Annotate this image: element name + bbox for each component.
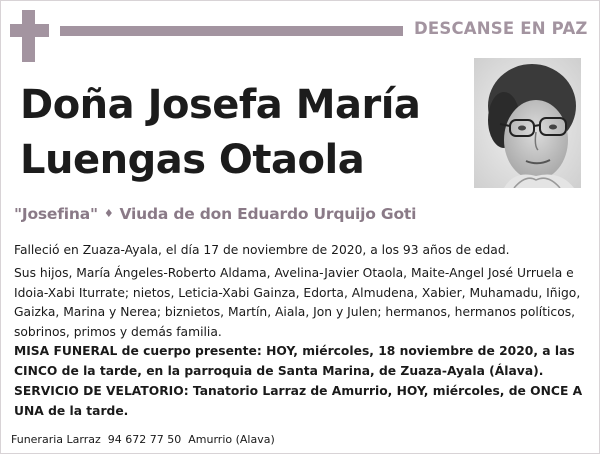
relation: Viuda de don Eduardo Urquijo Goti [119,205,417,223]
separator-icon: ♦ [103,207,114,220]
portrait-photo [474,58,581,188]
deceased-name [20,78,460,188]
funeral-mass-info: MISA FUNERAL de cuerpo presente: HOY, miércoles, 18 noviembre de 2020, a las CINCO de la tarde, en la parroquia de Santa Marina, de Zuaza-Ayala (Álava). [14,344,575,378]
name-line-1: Doña Josefa María [20,82,421,128]
funeral-home-phone: 94 672 77 50 [107,433,182,446]
family-list: Sus hijos, María Ángeles-Roberto Aldama, Avelina-Javier Otaola, Maite-Angel José Urruela e Idoia-Xabi Iturrate; nietos, Leticia-Xabi Gainza, Edorta, Almudena, Xabier, Muhamadu, Iñigo, Gaizka, Marina y Nerea; biznietos, Martín, Aiala, Jon y Julen; hermanos, hermanos políticos, sobrinos, primos y demás familia. [14,266,581,339]
subtitle [14,205,416,223]
wake-service-info: SERVICIO DE VELATORIO: Tanatorio Larraz de Amurrio, HOY, miércoles, de ONCE A UNA de la tarde. [14,384,583,418]
death-notice: Falleció en Zuaza-Ayala, el día 17 de noviembre de 2020, a los 93 años de edad. [14,243,510,257]
header-label: DESCANSE EN PAZ [414,19,588,38]
name-line-2: Luengas Otaola [20,137,365,183]
nickname: "Josefina" [14,205,98,223]
funeral-home-name: Funeraria Larraz [11,433,101,446]
footer [11,433,282,446]
header-rule [60,26,403,36]
funeral-home-location: Amurrio (Alava) [188,433,275,446]
